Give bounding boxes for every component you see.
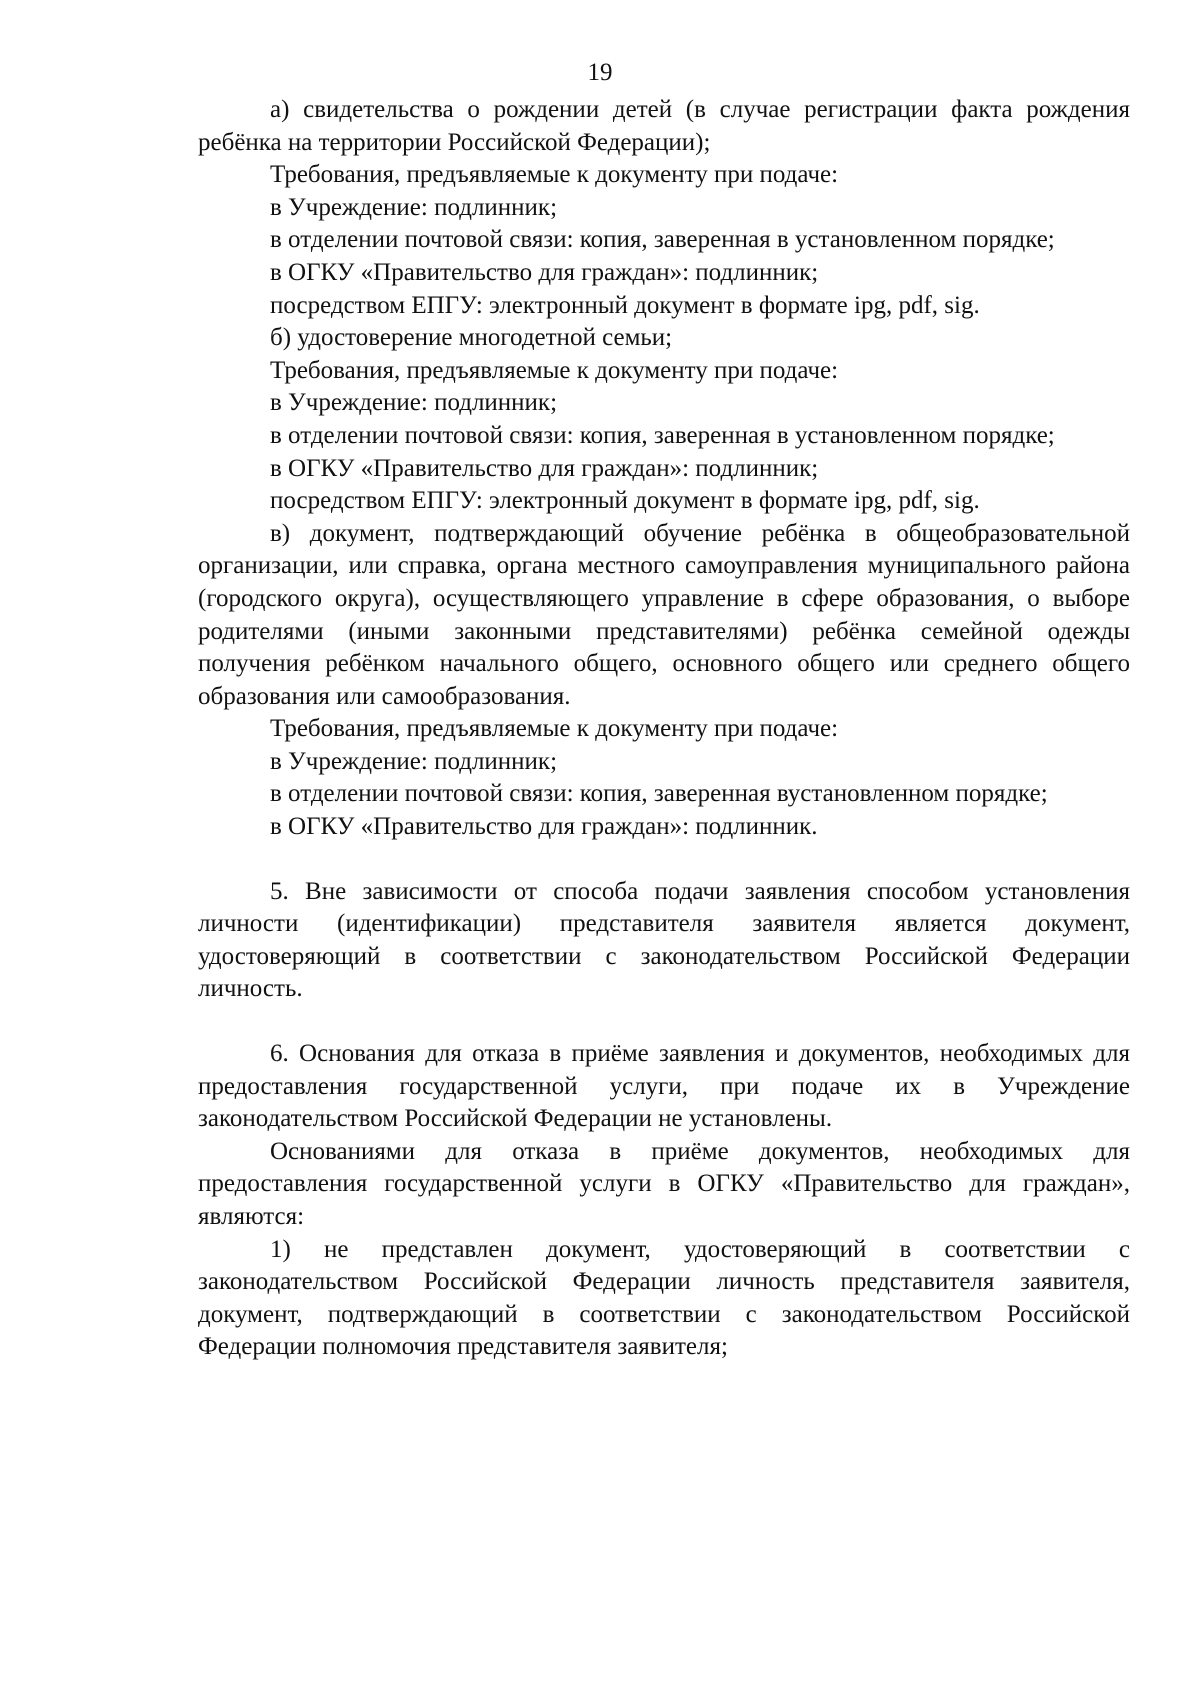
paragraph-section-5-identity: 5. Вне зависимости от способа подачи заявления способом установления личности (идентификации) представителя заявителя является документ, удостоверяющий в соответствии с законодательством Российской Федерации личность. bbox=[198, 877, 1130, 1003]
paragraph-ogku-original: в ОГКУ «Правительство для граждан»: подлинник; bbox=[270, 454, 819, 482]
paragraph-ogku-original: в ОГКУ «Правительство для граждан»: подлинник; bbox=[270, 258, 819, 286]
paragraph-ogku-refusal-grounds: Основаниями для отказа в приёме документов, необходимых для предоставления государственной услуги в ОГКУ «Правительство для граждан», являются: bbox=[198, 1137, 1130, 1230]
page-number: 19 bbox=[587, 59, 613, 86]
paragraph-post-office-copy: в отделении почтовой связи: копия, заверенная в установленном порядке; bbox=[270, 421, 1055, 449]
paragraph-post-office-copy: в отделении почтовой связи: копия, заверенная вустановленном порядке; bbox=[270, 780, 1048, 808]
paragraph-post-office-copy: в отделении почтовой связи: копия, заверенная в установленном порядке; bbox=[270, 226, 1055, 254]
paragraph-epgu-electronic: посредством ЕПГУ: электронный документ в формате ipg, pdf, sig. bbox=[270, 291, 980, 319]
paragraph-institution-original: в Учреждение: подлинник; bbox=[270, 389, 558, 417]
document-body bbox=[198, 94, 1130, 1364]
paragraph-institution-original: в Учреждение: подлинник; bbox=[270, 193, 558, 221]
paragraph-refusal-item-1: 1) не представлен документ, удостоверяющий в соответствии с законодательством Российской Федерации личность представителя заявителя, документ, подтверждающий в соответствии с законодательством Российской Федерации полномочия представителя заявителя; bbox=[198, 1235, 1130, 1361]
paragraph-epgu-electronic: посредством ЕПГУ: электронный документ в формате ipg, pdf, sig. bbox=[270, 487, 980, 515]
paragraph-institution-original: в Учреждение: подлинник; bbox=[270, 747, 558, 775]
paragraph-ogku-original: в ОГКУ «Правительство для граждан»: подлинник. bbox=[270, 813, 818, 841]
paragraph-requirements-heading: Требования, предъявляемые к документу при подаче: bbox=[270, 161, 839, 189]
paragraph-large-family-certificate: б) удостоверение многодетной семьи; bbox=[270, 324, 673, 352]
paragraph-education-document: в) документ, подтверждающий обучение ребёнка в общеобразовательной организации, или справка, органа местного самоуправления муниципального района (городского округа), осуществляющего управление в сфере образования, о выборе родителями (иными законными представителями) ребёнка семейной одежды получения ребёнком начального общего, основного общего или среднего общего образования или самообразования. bbox=[198, 519, 1130, 710]
paragraph-requirements-heading: Требования, предъявляемые к документу при подаче: bbox=[270, 715, 839, 743]
paragraph-requirements-heading: Требования, предъявляемые к документу при подаче: bbox=[270, 356, 839, 384]
paragraph-section-6-refusal-grounds: 6. Основания для отказа в приёме заявления и документов, необходимых для предоставления государственной услуги, при подаче их в Учреждение законодательством Российской Федерации не установлены. bbox=[198, 1040, 1130, 1133]
paragraph-birth-certificates: а) свидетельства о рождении детей (в случае регистрации факта рождения ребёнка на территории Российской Федерации); bbox=[198, 96, 1130, 156]
